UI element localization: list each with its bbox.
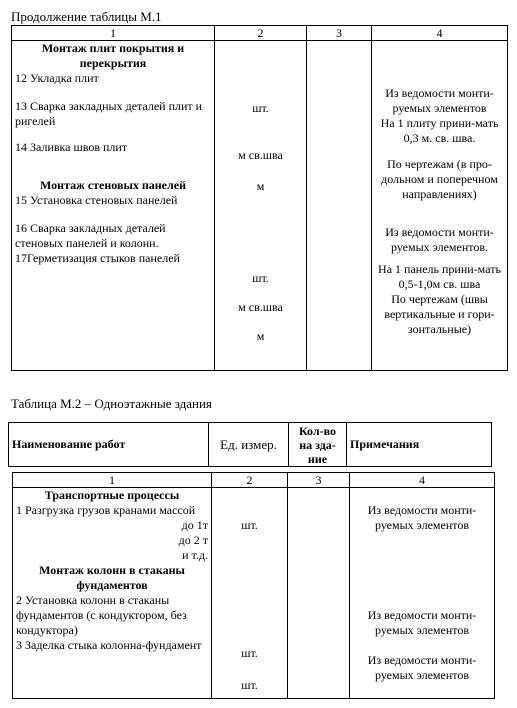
section-title: Монтаж колонн в стаканы фундаментов [39,563,185,592]
table2-header [8,422,492,467]
unit-value: шт. [252,101,269,115]
work-subitem: и т.д. [182,548,208,562]
table2-col-numbers [13,473,495,488]
unit-value: м [256,179,265,193]
qty-column [307,41,372,371]
unit-value: шт. [241,678,258,692]
work-subitem: до 2 т [178,533,208,547]
unit-value: шт. [241,518,258,532]
work-item: 15 Установка стеновых панелей [15,193,178,207]
header-unit: Ед. измер. [209,423,289,467]
col-number: 2 [212,473,288,488]
work-item: 13 Сварка закладных деталей плит и ригелей [15,99,203,128]
table1-col-numbers [12,26,508,41]
note-value: На 1 плиту прини-мать 0,3 м. св. шва. [380,116,499,145]
work-item: 2 Установка колонн в стаканы фундаментов (с кондуктором, без кондуктора) [16,593,187,637]
table1-caption: Продолжение таблицы М.1 [11,9,162,24]
note-value: По чертежам (в про-дольном и поперечном направлениях) [381,157,498,201]
note-value: Из ведомости монти-руемых элементов [367,653,477,682]
unit-column [215,41,307,371]
note-value: Из ведомости монти-руемых элементов [367,608,477,637]
section-title: Монтаж стеновых панелей [40,178,186,192]
col-number: 3 [288,473,350,488]
table2-body [13,488,495,699]
work-item: 16 Сварка закладных деталей стеновых панелей и колонн. [15,221,166,250]
table2 [12,472,495,699]
work-item: 14 Заливка швов плит [15,140,128,154]
qty-column [288,488,350,699]
col-number: 3 [307,26,372,41]
section-title: Монтаж плит покрытия и перекрытия [41,41,185,70]
work-item: 12 Укладка плит [15,71,99,85]
work-item: 1 Разгрузка грузов кранами массой [16,503,196,517]
header-work: Наименование работ [9,423,209,467]
unit-value: шт. [252,271,269,285]
section-title: Транспортные процессы [44,488,180,502]
unit-column [212,488,288,699]
col-number: 1 [12,26,215,41]
col-number: 4 [350,473,495,488]
table1-body [12,41,508,371]
note-value: Из ведомости монти-руемых элементов [367,503,477,532]
unit-value: м [256,329,265,343]
note-value: Из ведомости монти-руемых элементов [385,86,494,115]
work-column [12,41,215,371]
note-value: Из ведомости монти-руемых элементов. [385,225,494,254]
col-number: 1 [13,473,212,488]
header-qty: Кол-во на зда-ние [289,423,347,467]
table2-header-row [9,423,492,467]
note-value: По чертежам (швы вертикальные и гори-зонтальные) [384,292,495,336]
note-column [350,488,495,699]
work-item: 3 Заделка стыка колонна-фундамент [16,638,202,652]
col-number: 4 [372,26,508,41]
work-subitem: до 1т [181,518,208,532]
note-value: На 1 панель прини-мать 0,5-1,0м св. шва [378,262,501,291]
unit-value: м св.шва [238,300,283,314]
table2-caption: Таблица М.2 – Одноэтажные здания [11,396,212,411]
note-column [372,41,508,371]
work-item: 17Герметизация стыков панелей [15,251,180,265]
unit-value: м св.шва [238,148,283,162]
unit-value: шт. [241,646,258,660]
table1 [11,25,508,371]
header-note: Примечания [347,423,492,467]
work-column [13,488,212,699]
col-number: 2 [215,26,307,41]
